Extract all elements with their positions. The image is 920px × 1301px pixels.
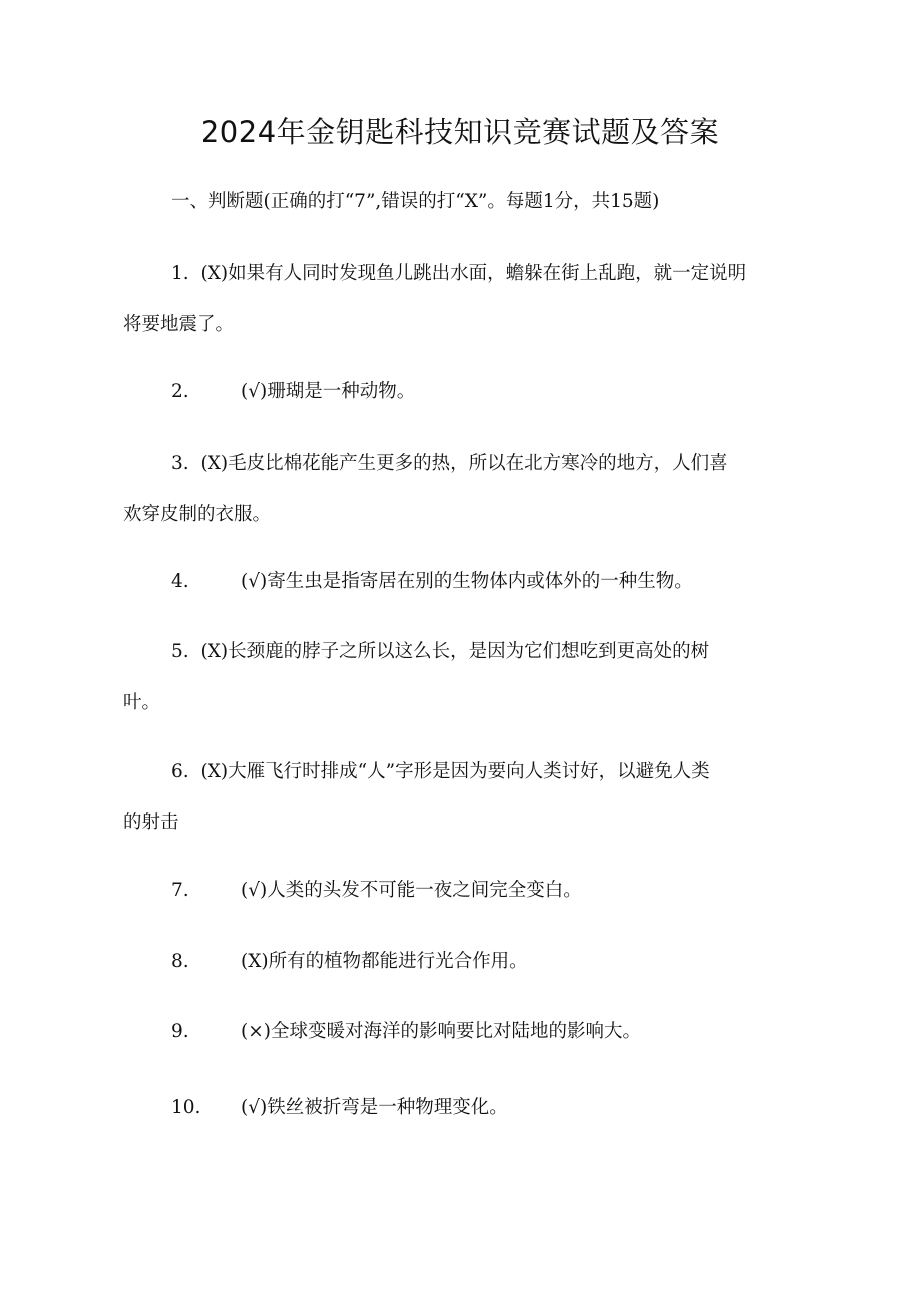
question-answer: (√) (241, 381, 268, 402)
question-number: 1. (171, 263, 189, 284)
question-3 (123, 451, 728, 525)
question-text: 人类的头发不可能一夜之间完全变白。 (267, 880, 582, 901)
question-10 (171, 1095, 508, 1121)
question-answer: (X) (200, 641, 229, 662)
question-text: 珊瑚是一种动物。 (267, 381, 416, 402)
question-text: 大雁飞行时排成“人”字形是因为要向人类讨好，以避免人类 (228, 761, 710, 782)
question-text: 毛皮比棉花能产生更多的热，所以在北方寒冷的地方，人们喜 (228, 453, 728, 474)
question-text: 寄生虫是指寄居在别的生物体内或体外的一种生物。 (267, 571, 693, 592)
question-answer: (X) (200, 761, 229, 782)
question-number: 7. (171, 880, 189, 901)
question-7 (171, 878, 582, 904)
question-answer: (×) (241, 1021, 271, 1042)
question-number: 3. (171, 453, 189, 474)
question-answer: (X) (241, 951, 269, 972)
question-4 (171, 569, 693, 595)
question-text: 所有的植物都能进行光合作用。 (268, 951, 528, 972)
question-answer: (√) (241, 880, 268, 901)
question-6 (123, 759, 710, 833)
question-5 (123, 639, 710, 713)
question-number: 6. (171, 761, 189, 782)
question-answer: (√) (241, 1097, 268, 1118)
question-answer: (√) (241, 571, 268, 592)
question-text-continued: 欢穿皮制的衣服。 (123, 504, 272, 525)
question-text: 如果有人同时发现鱼儿跳出水面，蟾躲在街上乱跑，就一定说明 (228, 263, 747, 284)
question-2 (171, 379, 415, 405)
question-answer: (X) (200, 263, 229, 284)
question-number: 2. (171, 381, 189, 402)
question-text-continued: 叶。 (123, 692, 161, 713)
question-text: 全球变暖对海洋的影响要比对陆地的影响大。 (270, 1021, 641, 1042)
question-number: 8. (171, 951, 189, 972)
question-9 (171, 1019, 641, 1045)
question-8 (171, 949, 528, 975)
question-number: 4. (171, 571, 189, 592)
question-text-continued: 的射击 (123, 812, 179, 833)
question-number: 5. (171, 641, 189, 662)
page-title: 2024年金钥匙科技知识竞赛试题及答案 (200, 115, 720, 149)
section-header: 一、判断题(正确的打“7”,错误的打“X”。每题1分，共15题) (171, 191, 660, 212)
question-text: 铁丝被折弯是一种物理变化。 (267, 1097, 508, 1118)
question-number: 10. (171, 1097, 201, 1118)
question-text-continued: 将要地震了。 (123, 314, 235, 335)
question-answer: (X) (200, 453, 229, 474)
question-1 (123, 261, 747, 335)
question-text: 长颈鹿的脖子之所以这么长，是因为它们想吃到更高处的树 (228, 641, 710, 662)
question-number: 9. (171, 1021, 189, 1042)
